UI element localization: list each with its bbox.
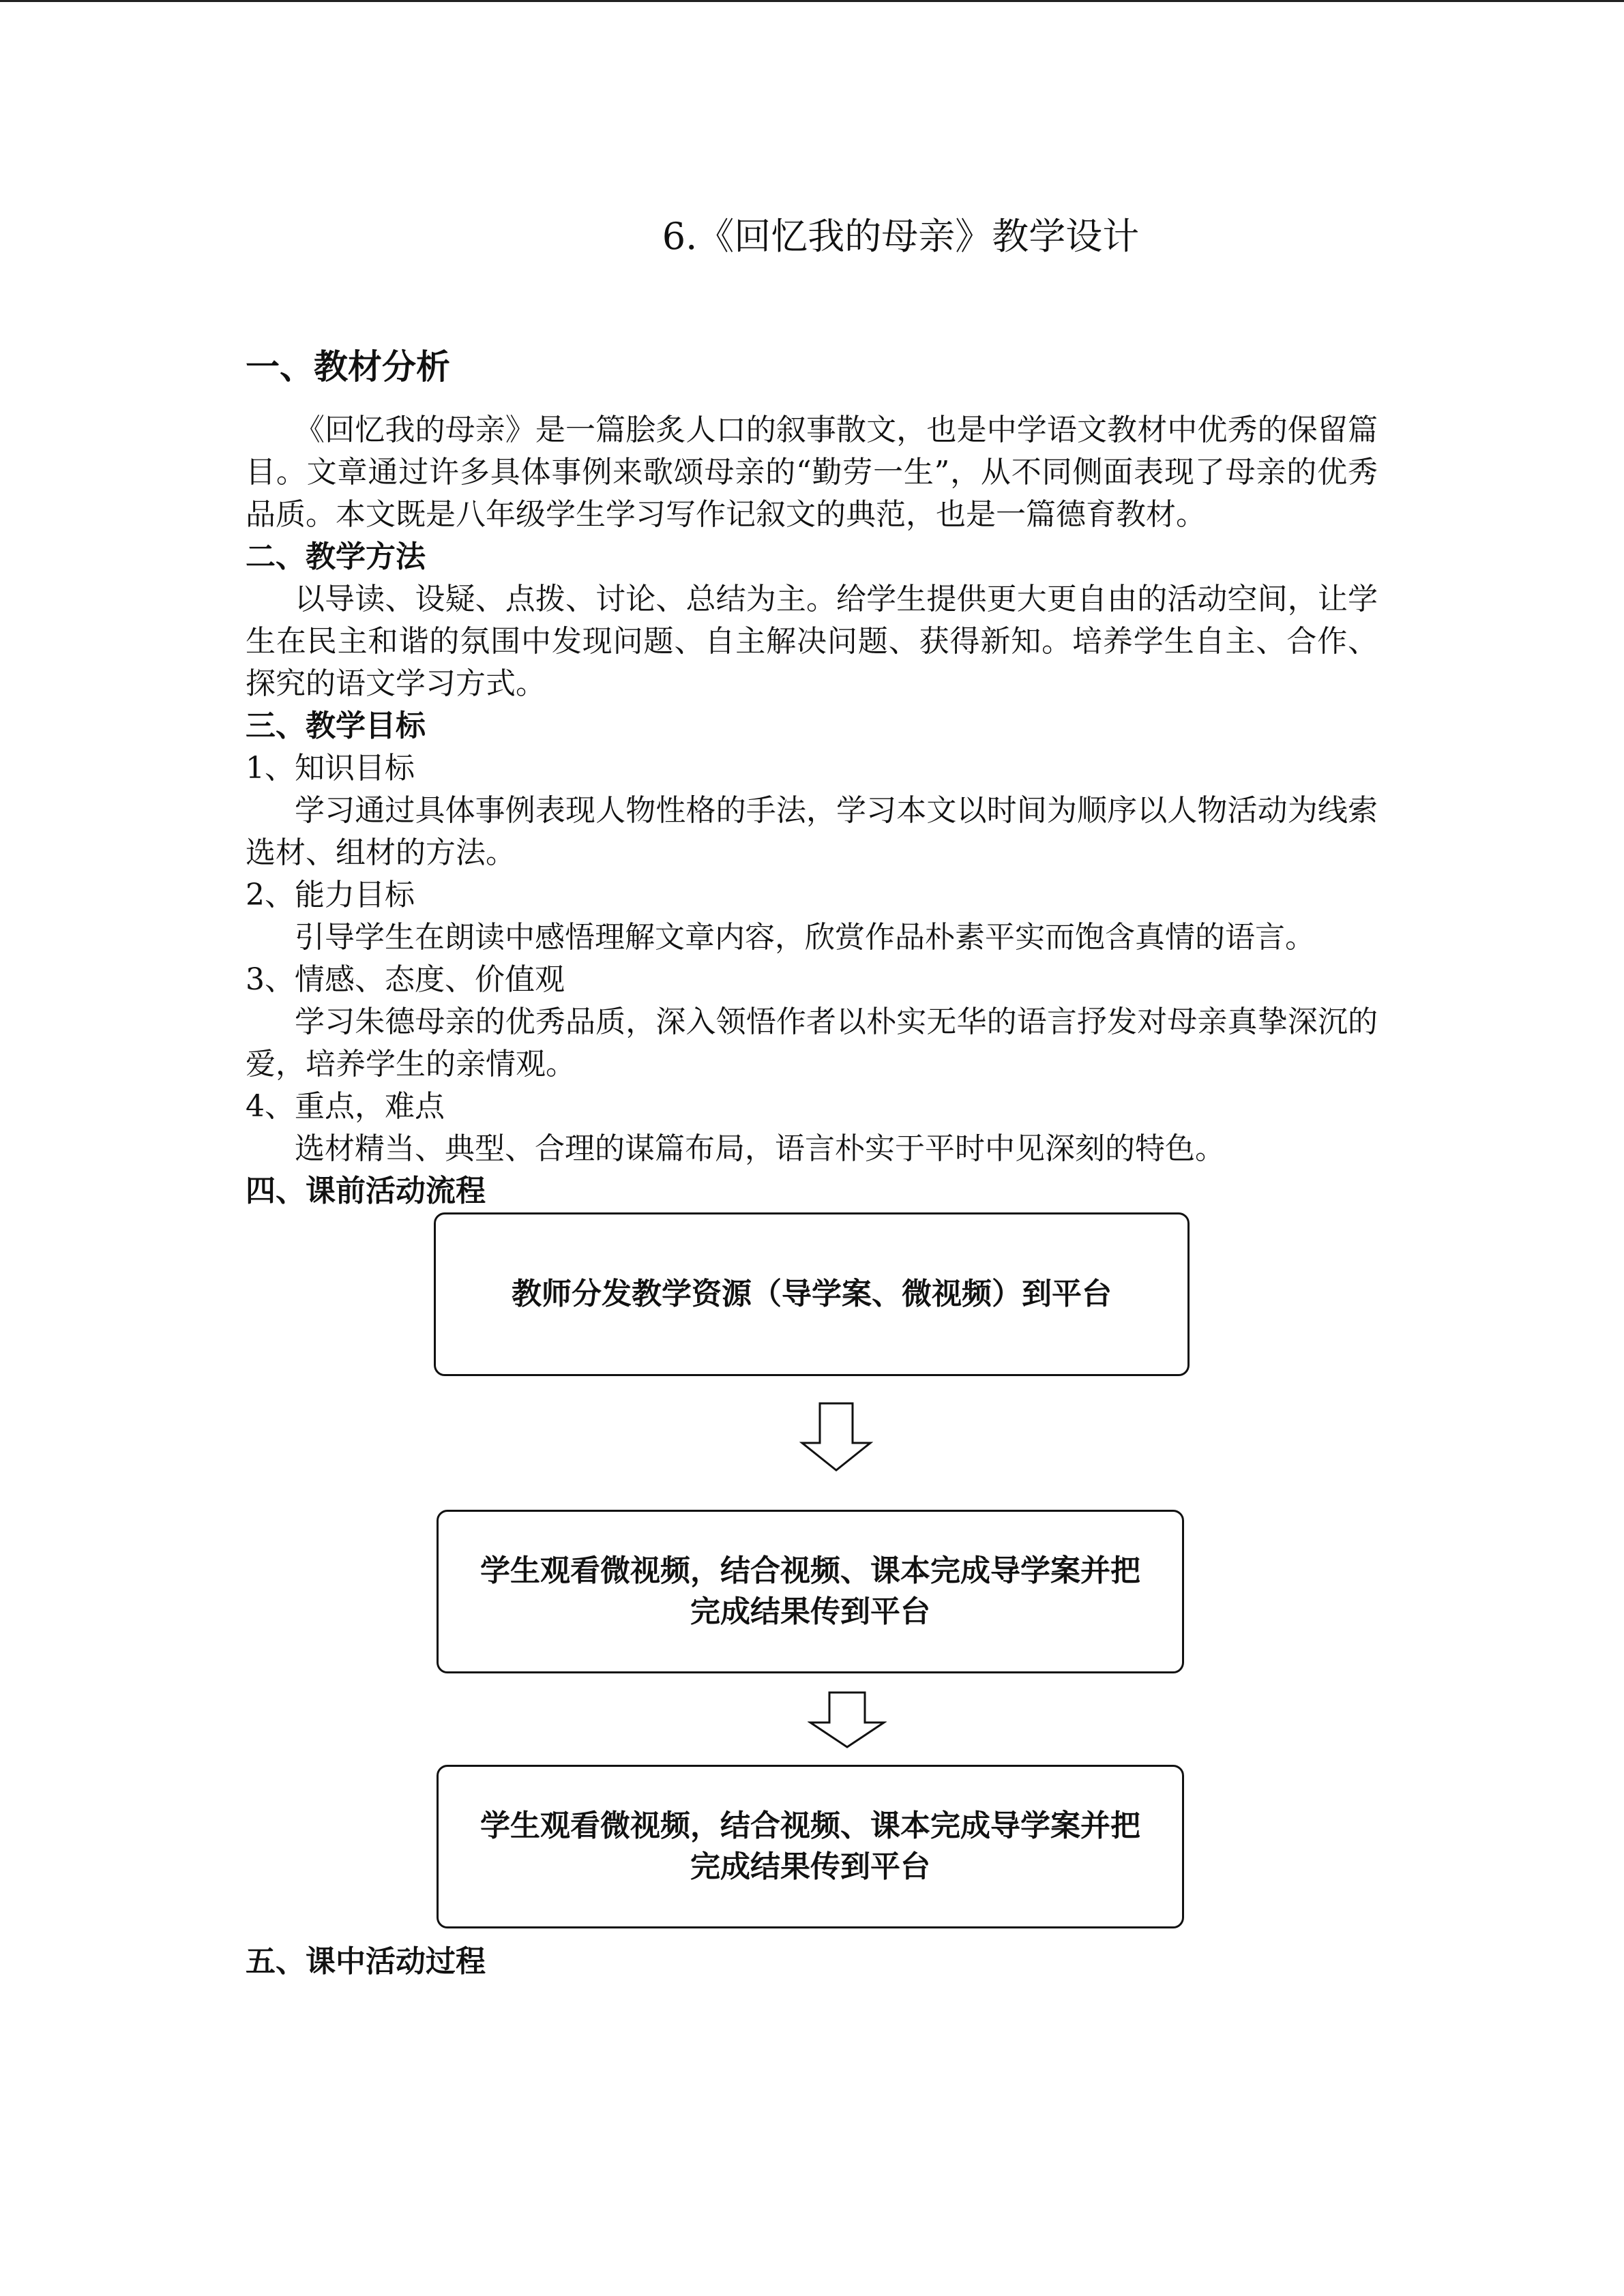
objective-4-text: 选材精当、典型、合理的谋篇布局，语言朴实于平时中见深刻的特色。 [295, 1131, 1225, 1166]
flow-step-1-line-1: 教师分发教学资源（导学案、微视频）到平台 [512, 1277, 1112, 1311]
section-4-heading: 四、课前活动流程 [246, 1174, 486, 1208]
flow-step-3-line-2: 完成结果传到平台 [690, 1849, 930, 1884]
objective-2-text: 引导学生在朗读中感悟理解文章内容，欣赏作品朴素平实而饱含真情的语言。 [295, 920, 1315, 955]
objective-1-text: 学习通过具体事例表现人物性格的手法，学习本文以时间为顺序以人物活动为线索选材、组材的方法。 [246, 793, 1378, 870]
section-2-heading: 二、教学方法 [246, 539, 426, 574]
section-1-heading: 一、教材分析 [246, 346, 450, 387]
section-1-paragraph: 《回忆我的母亲》是一篇脍炙人口的叙事散文，也是中学语文教材中优秀的保留篇目。文章通过许多具体事例来歌颂母亲的“勤劳一生”，从不同侧面表现了母亲的优秀品质。本文既是八年级学生学习写作记叙文的典范，也是一篇德育教材。 [246, 413, 1378, 532]
objective-4-label: 4、重点，难点 [246, 1089, 445, 1124]
document-title: 6.《回忆我的母亲》教学设计 [662, 215, 1140, 258]
flow-step-2 [437, 1510, 1184, 1673]
section-5-heading: 五、课中活动过程 [246, 1944, 486, 1979]
objective-2-label: 2、能力目标 [246, 878, 415, 912]
down-arrow-icon [799, 1402, 873, 1473]
section-2-paragraph: 以导读、设疑、点拨、讨论、总结为主。给学生提供更大更自由的活动空间，让学生在民主和谐的氛围中发现问题、自主解决问题、获得新知。培养学生自主、合作、探究的语文学习方式。 [246, 582, 1378, 701]
page-top-border [0, 0, 1624, 2]
document-body [246, 340, 1378, 1983]
down-arrow-icon [808, 1691, 887, 1750]
pre-class-flowchart [246, 1212, 1378, 1938]
objective-3-label: 3、情感、态度、价值观 [246, 962, 565, 997]
objective-1-label: 1、知识目标 [246, 751, 415, 786]
objective-3-text: 学习朱德母亲的优秀品质，深入领悟作者以朴实无华的语言抒发对母亲真挚深沉的爱，培养学生的亲情观。 [246, 1004, 1378, 1082]
flow-step-3 [437, 1765, 1184, 1928]
section-3-heading: 三、教学目标 [246, 709, 426, 743]
flow-step-2-line-1: 学生观看微视频，结合视频、课本完成导学案并把 [480, 1553, 1140, 1588]
flow-step-1 [434, 1212, 1190, 1376]
flow-step-3-line-1: 学生观看微视频，结合视频、课本完成导学案并把 [480, 1808, 1140, 1843]
flow-step-2-line-2: 完成结果传到平台 [690, 1594, 930, 1629]
